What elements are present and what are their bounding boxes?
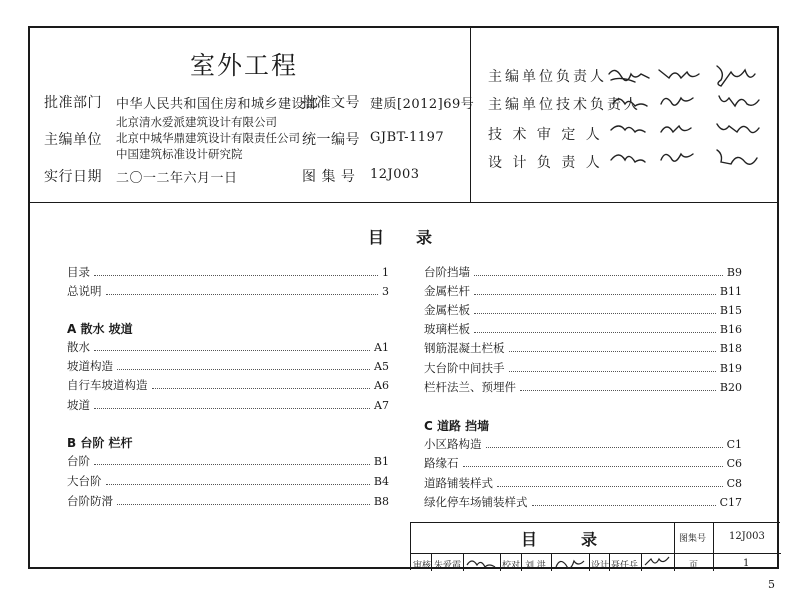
toc-entry[interactable] — [67, 377, 389, 393]
leader-dots — [94, 455, 370, 465]
toc-entry-page: B11 — [719, 285, 742, 298]
leader-dots — [117, 495, 370, 505]
toc-title: 目 录 — [368, 228, 433, 247]
toc-entry[interactable] — [424, 264, 742, 280]
effective-date-value: 二〇一二年六月一日 — [116, 171, 238, 186]
check-signature — [553, 555, 587, 571]
leader-dots — [474, 266, 723, 276]
section-heading-b: B 台阶 栏杆 — [67, 436, 133, 450]
tb-page-label: 页 — [689, 561, 699, 571]
tb-divider — [609, 553, 610, 571]
tb-divider — [463, 553, 464, 571]
toc-entry-page: C8 — [726, 477, 742, 490]
toc-entry[interactable] — [424, 455, 742, 471]
atlas-no-value: 12J003 — [370, 167, 420, 182]
tb-divider — [713, 523, 714, 571]
tb-divider — [589, 553, 590, 571]
chief-unit-2: 北京中城华鼎建筑设计有限责任公司 — [116, 131, 300, 145]
leader-dots — [106, 475, 370, 485]
approve-doc-label: 批准文号 — [302, 95, 360, 111]
title-block-title: 目 录 — [521, 530, 612, 549]
toc-entry[interactable] — [67, 473, 389, 489]
leader-dots — [486, 438, 723, 448]
toc-entry-title: 散水 — [67, 340, 90, 354]
leader-dots — [520, 381, 716, 391]
leader-dots — [106, 285, 379, 295]
toc-entry-page: B1 — [373, 455, 389, 468]
tb-page-value: 1 — [743, 558, 750, 569]
sign-row-tech-review: 技 术 审 定 人 — [488, 127, 603, 143]
leader-dots — [94, 399, 370, 409]
approve-dept-label: 批准部门 — [44, 95, 102, 111]
toc-entry[interactable] — [424, 494, 742, 510]
tb-atlas-value: 12J003 — [729, 531, 765, 542]
toc-entry-page: C6 — [726, 457, 742, 470]
toc-entry[interactable] — [67, 283, 389, 299]
toc-entry[interactable] — [67, 453, 389, 469]
tb-divider — [641, 553, 642, 571]
design-signature — [643, 555, 673, 571]
toc-entry-title: 道路铺装样式 — [424, 476, 493, 490]
toc-entry[interactable] — [424, 321, 742, 337]
tb-divider — [521, 553, 522, 571]
sign-row-design-lead: 设 计 负 责 人 — [488, 155, 603, 171]
approve-dept-value: 中华人民共和国住房和城乡建设部 — [116, 97, 319, 112]
unified-no-label: 统一编号 — [302, 132, 360, 148]
toc-entry-title: 金属栏板 — [424, 303, 470, 317]
tb-divider — [551, 553, 552, 571]
tb-design-name: 聂任兵 — [611, 561, 639, 571]
leader-dots — [463, 457, 723, 467]
leader-dots — [474, 285, 716, 295]
tb-check-name: 刘 洪 — [525, 561, 546, 571]
toc-entry-title: 坡道构造 — [67, 359, 113, 373]
chief-unit-label: 主编单位 — [44, 132, 102, 148]
leader-dots — [474, 323, 716, 333]
drawing-frame — [28, 26, 779, 569]
effective-date-label: 实行日期 — [44, 169, 102, 185]
toc-entry-page: B9 — [726, 266, 742, 279]
toc-entry-title: 台阶防滑 — [67, 494, 113, 508]
leader-dots — [509, 362, 716, 372]
toc-entry-title: 目录 — [67, 265, 90, 279]
chief-unit-1: 北京清水爱派建筑设计有限公司 — [116, 115, 277, 129]
toc-entry-page: A5 — [374, 360, 389, 373]
toc-entry-title: 玻璃栏板 — [424, 322, 470, 336]
toc-entry-title: 金属栏杆 — [424, 284, 470, 298]
toc-entry[interactable] — [424, 302, 742, 318]
toc-entry-title: 大台阶 — [67, 474, 102, 488]
toc-entry-title: 路缘石 — [424, 456, 459, 470]
toc-entry-title: 总说明 — [67, 284, 102, 298]
tb-divider — [500, 553, 501, 571]
title-block — [410, 522, 780, 570]
toc-entry[interactable] — [424, 340, 742, 356]
toc-entry-title: 小区路构造 — [424, 437, 482, 451]
tb-divider — [431, 553, 432, 571]
toc-entry[interactable] — [67, 493, 389, 509]
atlas-no-label: 图 集 号 — [302, 169, 356, 185]
sign-row-tech-chief: 主编单位技术负责人 — [488, 97, 641, 113]
toc-entry-title: 坡道 — [67, 398, 90, 412]
toc-entry-page: A1 — [374, 341, 389, 354]
toc-entry-title: 台阶 — [67, 454, 90, 468]
tb-design-label: 设计 — [591, 561, 610, 571]
tb-check-label: 校对 — [502, 561, 521, 571]
leader-dots — [497, 477, 723, 487]
leader-dots — [532, 496, 716, 506]
toc-entry-page: 1 — [382, 266, 389, 279]
toc-entry-page: B18 — [719, 342, 742, 355]
toc-entry-title: 钢筋混凝土栏板 — [424, 341, 505, 355]
approve-doc-value: 建质[2012]69号 — [370, 97, 475, 112]
toc-entry[interactable] — [67, 264, 389, 280]
toc-entry-page: A6 — [374, 379, 389, 392]
toc-entry-page: B19 — [719, 362, 742, 375]
tb-divider — [674, 523, 675, 571]
toc-entry[interactable] — [424, 283, 742, 299]
toc-entry-page: C1 — [726, 438, 742, 451]
toc-entry-page: C17 — [719, 496, 742, 509]
unified-no-value: GJBT-1197 — [370, 130, 445, 145]
leader-dots — [94, 266, 378, 276]
toc-entry[interactable] — [424, 360, 742, 376]
toc-entry-page: B8 — [373, 495, 389, 508]
atlas-title: 室外工程 — [190, 51, 299, 80]
header-divider — [470, 28, 471, 202]
toc-entry[interactable] — [424, 379, 742, 395]
tb-hline — [411, 553, 781, 554]
toc-entry-title: 自行车坡道构造 — [67, 378, 148, 392]
toc-entry[interactable] — [67, 358, 389, 374]
header-separator — [30, 202, 777, 203]
toc-entry-title: 栏杆法兰、预埋件 — [424, 380, 516, 394]
tb-review-name: 朱爱霞 — [434, 561, 462, 571]
leader-dots — [152, 379, 371, 389]
handwritten-signatures — [605, 60, 775, 180]
leader-dots — [509, 342, 716, 352]
tb-review-label: 审核 — [413, 561, 432, 571]
chief-unit-3: 中国建筑标准设计研究院 — [116, 147, 243, 161]
review-signature — [465, 555, 499, 571]
toc-entry-page: B4 — [373, 475, 389, 488]
toc-entry-page: A7 — [374, 399, 389, 412]
sign-row-chief-unit: 主编单位负责人 — [488, 69, 607, 85]
toc-entry[interactable] — [67, 339, 389, 355]
toc-entry[interactable] — [67, 397, 389, 413]
leader-dots — [474, 304, 716, 314]
leader-dots — [117, 360, 370, 370]
section-heading-c: C 道路 挡墙 — [424, 419, 490, 433]
toc-entry-page: B16 — [719, 323, 742, 336]
section-heading-a: A 散水 坡道 — [67, 322, 133, 336]
tb-atlas-label: 图集号 — [679, 534, 707, 544]
toc-entry[interactable] — [424, 475, 742, 491]
toc-entry-page: B20 — [719, 381, 742, 394]
toc-entry[interactable] — [424, 436, 742, 452]
toc-entry-title: 台阶挡墙 — [424, 265, 470, 279]
toc-entry-title: 绿化停车场铺装样式 — [424, 495, 528, 509]
toc-entry-page: B15 — [719, 304, 742, 317]
toc-entry-page: 3 — [382, 285, 389, 298]
toc-entry-title: 大台阶中间扶手 — [424, 361, 505, 375]
page-number: 5 — [768, 578, 775, 591]
leader-dots — [94, 341, 370, 351]
